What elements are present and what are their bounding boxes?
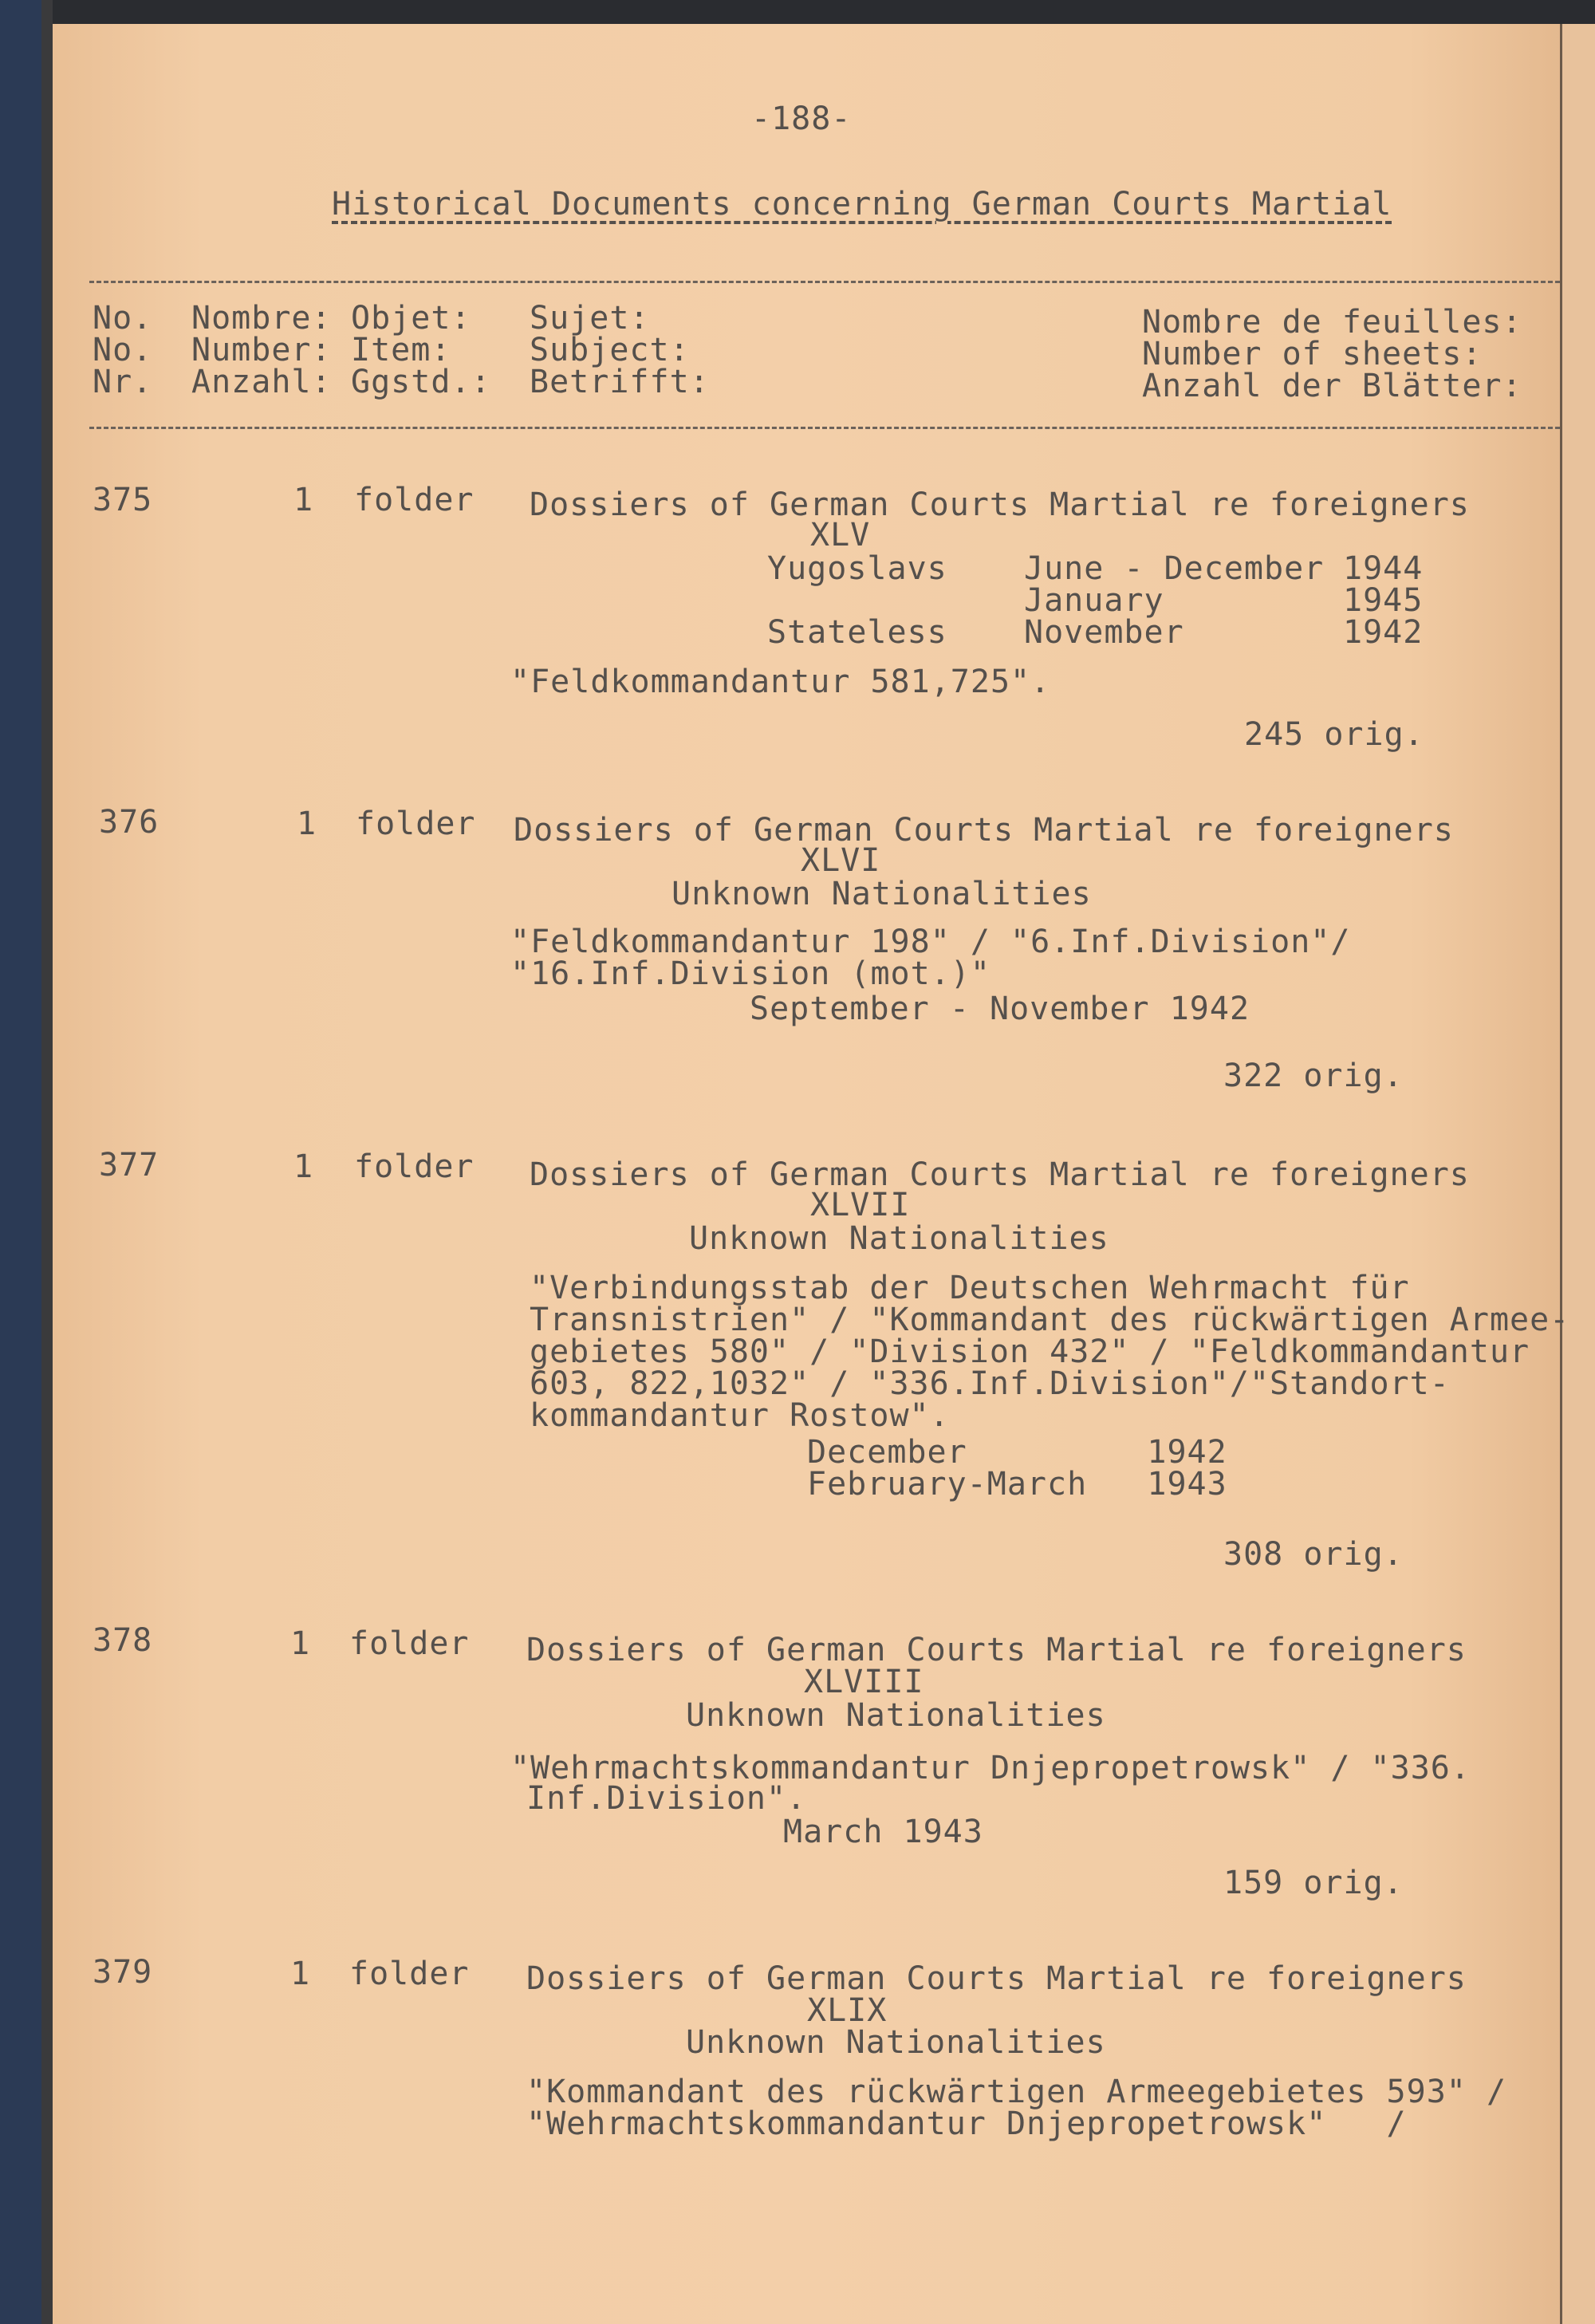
nationality-cell: Yugoslavs xyxy=(767,550,947,587)
entry-item: folder xyxy=(354,482,475,518)
entry-text-line: Inf.Division". xyxy=(526,1780,807,1817)
next-page-edge xyxy=(1560,24,1595,2324)
entry-part: XLIX xyxy=(807,1992,888,2029)
header-item-de: Ggstd.: xyxy=(351,364,491,400)
entry-item: folder xyxy=(356,806,476,842)
entry-text-line: gebietes 580" / "Division 432" / "Feldkommandantur xyxy=(530,1333,1530,1370)
header-subject-de: Betrifft: xyxy=(530,364,710,400)
entry-text-line: "Wehrmachtskommandantur Dnjepropetrowsk" / xyxy=(526,2105,1407,2142)
sheet-count: 322 orig. xyxy=(1223,1058,1404,1094)
page-title: Historical Documents concerning German Courts Martial xyxy=(332,186,1392,223)
entry-nationality: Unknown Nationalities xyxy=(686,2024,1106,2061)
header-no-en: No. xyxy=(93,332,153,368)
entry-number: 379 xyxy=(93,1954,153,1991)
entry-count: 1 xyxy=(293,1148,314,1185)
header-subject-fr: Sujet: xyxy=(530,300,650,337)
entry-text-line: "Verbindungsstab der Deutschen Wehrmacht für xyxy=(530,1270,1410,1306)
entry-number: 375 xyxy=(93,482,153,518)
entry-text-line: "Kommandant des rückwärtigen Armeegebietes 593" / xyxy=(526,2074,1507,2110)
entry-text-line: "16.Inf.Division (mot.)" xyxy=(510,955,990,992)
entry-subject: Dossiers of German Courts Martial re foreigners xyxy=(530,486,1470,523)
entry-count: 1 xyxy=(290,1956,311,1992)
page-number: -188- xyxy=(751,100,852,137)
entry-subject: Dossiers of German Courts Martial re foreigners xyxy=(526,1960,1467,1997)
header-count-fr: Nombre: xyxy=(191,300,332,337)
entry-subject: Dossiers of German Courts Martial re foreigners xyxy=(530,1156,1470,1193)
header-sheets-en: Number of sheets: xyxy=(1142,336,1483,372)
header-no-fr: No. xyxy=(93,300,153,337)
entry-dates: March 1943 xyxy=(783,1814,983,1850)
header-sheets-fr: Nombre de feuilles: xyxy=(1142,304,1522,341)
entry-item: folder xyxy=(354,1148,475,1185)
sheet-count: 308 orig. xyxy=(1223,1536,1404,1573)
sheet-count: 245 orig. xyxy=(1244,716,1424,753)
header-sheets-de: Anzahl der Blätter: xyxy=(1142,368,1522,404)
book-binding xyxy=(0,0,41,2324)
header-rule-top xyxy=(89,281,1560,283)
page-gutter xyxy=(41,0,53,2324)
entry-dates: December 1942 xyxy=(807,1434,1227,1471)
entry-number: 376 xyxy=(99,804,160,841)
entry-dates: February-March 1943 xyxy=(807,1466,1227,1503)
entry-text-line: "Feldkommandantur 198" / "6.Inf.Division"/ xyxy=(510,924,1351,960)
sheet-count: 159 orig. xyxy=(1223,1865,1404,1901)
entry-number: 377 xyxy=(99,1147,160,1184)
entry-number: 378 xyxy=(93,1622,153,1659)
header-no-de: Nr. xyxy=(93,364,153,400)
entry-nationality: Unknown Nationalities xyxy=(671,876,1092,912)
entry-nationality: Unknown Nationalities xyxy=(689,1220,1109,1257)
period-cell: January xyxy=(1024,582,1164,619)
entry-count: 1 xyxy=(290,1625,311,1662)
entry-text-line: 603, 822,1032" / "336.Inf.Division"/"Standort- xyxy=(530,1365,1450,1402)
entry-text-line: "Feldkommandantur 581,725". xyxy=(510,664,1051,700)
entry-part: XLVIII xyxy=(804,1664,924,1700)
entry-count: 1 xyxy=(293,482,314,518)
entry-subject: Dossiers of German Courts Martial re foreigners xyxy=(526,1632,1467,1668)
entry-part: XLVI xyxy=(801,842,881,879)
year-cell: 1942 xyxy=(1343,614,1424,651)
year-cell: 1945 xyxy=(1343,582,1424,619)
entry-nationality: Unknown Nationalities xyxy=(686,1697,1106,1734)
header-item-en: Item: xyxy=(351,332,451,368)
entry-part: XLV xyxy=(810,517,871,553)
entry-text-line: kommandantur Rostow". xyxy=(530,1397,950,1434)
header-rule-bottom xyxy=(89,427,1560,429)
entry-text-line: Transnistrien" / "Kommandant des rückwärtigen Armee- xyxy=(530,1302,1570,1338)
year-cell: 1944 xyxy=(1343,550,1424,587)
period-cell: November xyxy=(1024,614,1184,651)
header-item-fr: Objet: xyxy=(351,300,471,337)
entry-item: folder xyxy=(349,1625,470,1662)
entry-dates: September - November 1942 xyxy=(750,991,1250,1027)
header-subject-en: Subject: xyxy=(530,332,690,368)
nationality-cell: Stateless xyxy=(767,614,947,651)
entry-count: 1 xyxy=(297,806,317,842)
entry-text-line: "Wehrmachtskommandantur Dnjepropetrowsk" / "336. xyxy=(510,1750,1471,1786)
header-count-de: Anzahl: xyxy=(191,364,332,400)
entry-subject: Dossiers of German Courts Martial re foreigners xyxy=(514,812,1454,849)
header-count-en: Number: xyxy=(191,332,332,368)
entry-part: XLVII xyxy=(810,1187,911,1223)
entry-item: folder xyxy=(349,1956,470,1992)
period-cell: June - December xyxy=(1024,550,1325,587)
